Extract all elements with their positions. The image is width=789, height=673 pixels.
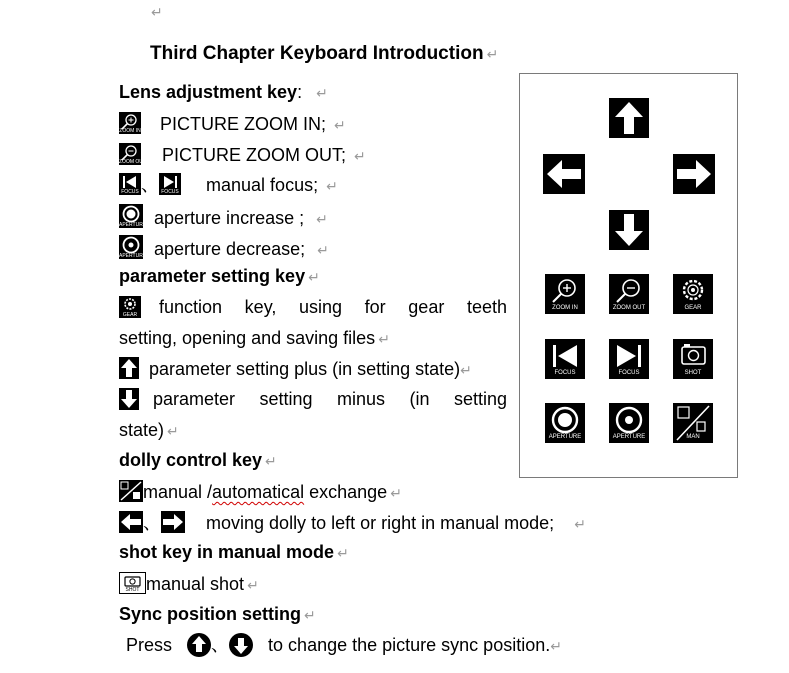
panel-man-caption: MAN: [686, 434, 700, 440]
manual-shot-line: [119, 572, 259, 596]
function-key-line-2: [119, 327, 390, 350]
focus-far-caption: FOCUS: [121, 189, 139, 195]
paragraph-mark: ↵: [378, 331, 390, 347]
param-heading-text: parameter setting key: [119, 266, 306, 286]
zoom-in-line: [119, 112, 346, 136]
paragraph-mark: ↵: [326, 178, 338, 194]
panel-aperture-decrease-caption: APERTURE: [612, 434, 646, 440]
paragraph-mark: ↵: [316, 211, 328, 227]
paragraph-mark: ↵: [334, 117, 346, 133]
lens-heading-colon: :: [297, 82, 303, 102]
dolly-move-line: [119, 511, 586, 535]
panel-left-key[interactable]: [543, 154, 585, 194]
panel-down-key[interactable]: [609, 210, 649, 250]
zoom-in-icon: [119, 112, 141, 134]
sync-up-icon: [187, 633, 211, 657]
aperture-decrease-line: [119, 235, 329, 261]
function-key-text-2: setting, opening and saving files: [119, 328, 376, 348]
focus-separator: 、: [141, 175, 159, 195]
param-minus-line-2: [119, 419, 179, 442]
manual-shot-text: manual shot: [146, 574, 245, 594]
zoom-out-text: PICTURE ZOOM OUT;: [162, 145, 347, 165]
panel-zoom-in-key[interactable]: [545, 274, 585, 314]
sync-down-icon: [229, 633, 253, 657]
panel-zoom-out-key[interactable]: [609, 274, 649, 314]
panel-zoom-in-caption: ZOOM IN: [552, 305, 578, 311]
paragraph-mark: ↵: [265, 453, 277, 469]
paragraph-mark: ↵: [486, 46, 499, 62]
paragraph-mark: ↵: [151, 4, 163, 20]
shot-key-caption: SHOT: [125, 587, 140, 593]
panel-up-key[interactable]: [609, 98, 649, 138]
aperture-increase-text: aperture increase ;: [154, 208, 305, 228]
left-arrow-icon: [119, 511, 143, 533]
sync-separator: 、: [211, 635, 230, 655]
function-key-text-1: function key, using for gear teeth: [159, 297, 507, 317]
gear-key-caption: GEAR: [122, 312, 138, 318]
aperture-decrease-icon: [119, 235, 147, 259]
paragraph-mark: ↵: [460, 362, 472, 378]
panel-aperture-decrease-key[interactable]: [609, 403, 649, 443]
function-key-line: [119, 296, 507, 318]
zoom-in-caption: ZOOM IN: [119, 128, 141, 134]
shot-key-icon: [119, 572, 146, 594]
sync-press-line: [126, 633, 562, 657]
lens-heading-text: Lens adjustment key: [119, 82, 298, 102]
paragraph-mark: ↵: [247, 577, 259, 593]
shot-heading-text: shot key in manual mode: [119, 542, 335, 562]
paragraph-mark: ↵: [390, 485, 402, 501]
panel-focus-far-key[interactable]: [545, 339, 585, 379]
manual-auto-icon: [119, 480, 143, 502]
aperture-increase-caption: APERTURE: [119, 222, 147, 228]
lens-heading: [119, 81, 328, 104]
focus-far-icon: [119, 173, 141, 195]
param-minus-text-1: parameter setting minus (in setting: [153, 389, 507, 409]
chapter-title: [150, 42, 498, 66]
param-heading: [119, 265, 320, 288]
manual-focus-line: [119, 173, 338, 197]
sync-heading: [119, 603, 316, 626]
aperture-increase-icon: [119, 204, 147, 228]
manual-auto-text-c: exchange: [304, 482, 388, 502]
param-plus-line: [119, 357, 472, 381]
paragraph-mark: ↵: [316, 85, 328, 101]
panel-shot-caption: SHOT: [684, 370, 702, 376]
param-plus-text: parameter setting plus (in setting state): [149, 359, 461, 379]
panel-focus-near-caption: FOCUS: [618, 370, 640, 376]
down-arrow-icon: [119, 388, 139, 410]
keyboard-panel: [519, 73, 738, 478]
panel-gear-key[interactable]: [673, 274, 713, 314]
zoom-out-caption: ZOOM OUT: [119, 159, 146, 165]
aperture-decrease-caption: APERTURE: [119, 253, 147, 259]
param-minus-text-2: state): [119, 420, 165, 440]
paragraph-mark: ↵: [354, 148, 366, 164]
paragraph-mark: ↵: [167, 423, 179, 439]
sync-press-text: Press: [126, 635, 173, 655]
paragraph-mark: ↵: [308, 269, 320, 285]
panel-aperture-increase-key[interactable]: [545, 403, 585, 443]
dolly-separator: 、: [143, 513, 161, 533]
dolly-move-text: moving dolly to left or right in manual mode;: [206, 513, 555, 533]
panel-zoom-out-caption: ZOOM OUT: [612, 305, 646, 311]
zoom-in-text: PICTURE ZOOM IN;: [160, 114, 327, 134]
manual-focus-text: manual focus;: [206, 175, 319, 195]
aperture-decrease-text: aperture decrease;: [154, 239, 306, 259]
panel-shot-key[interactable]: [673, 339, 713, 379]
zoom-out-icon: [119, 143, 146, 165]
dolly-heading: [119, 449, 277, 472]
focus-near-icon: [159, 173, 181, 195]
manual-auto-text-a: manual /: [143, 482, 213, 502]
manual-auto-line: [119, 480, 402, 504]
panel-manual-auto-key[interactable]: [673, 403, 713, 443]
param-minus-line: [119, 388, 507, 410]
panel-right-key[interactable]: [673, 154, 715, 194]
paragraph-mark: ↵: [574, 516, 586, 532]
right-arrow-icon: [161, 511, 185, 533]
paragraph-mark: ↵: [304, 607, 316, 623]
dolly-heading-text: dolly control key: [119, 450, 263, 470]
paragraph-mark: ↵: [550, 638, 562, 654]
shot-heading: [119, 541, 349, 564]
up-arrow-icon: [119, 357, 139, 379]
paragraph-mark: ↵: [337, 545, 349, 561]
panel-focus-far-caption: FOCUS: [554, 370, 576, 376]
panel-gear-caption: GEAR: [684, 305, 702, 311]
sync-rest-text: to change the picture sync position.: [268, 635, 551, 655]
aperture-increase-line: [119, 204, 328, 230]
chapter-title-text: Third Chapter Keyboard Introduction: [150, 43, 484, 64]
zoom-out-line: [119, 143, 366, 167]
paragraph-mark: ↵: [317, 242, 329, 258]
manual-auto-text-b: automatical: [212, 482, 305, 502]
panel-aperture-increase-caption: APERTURE: [548, 434, 582, 440]
sync-heading-text: Sync position setting: [119, 604, 302, 624]
focus-near-caption: FOCUS: [161, 189, 179, 195]
panel-focus-near-key[interactable]: [609, 339, 649, 379]
gear-key-icon: [119, 296, 141, 318]
